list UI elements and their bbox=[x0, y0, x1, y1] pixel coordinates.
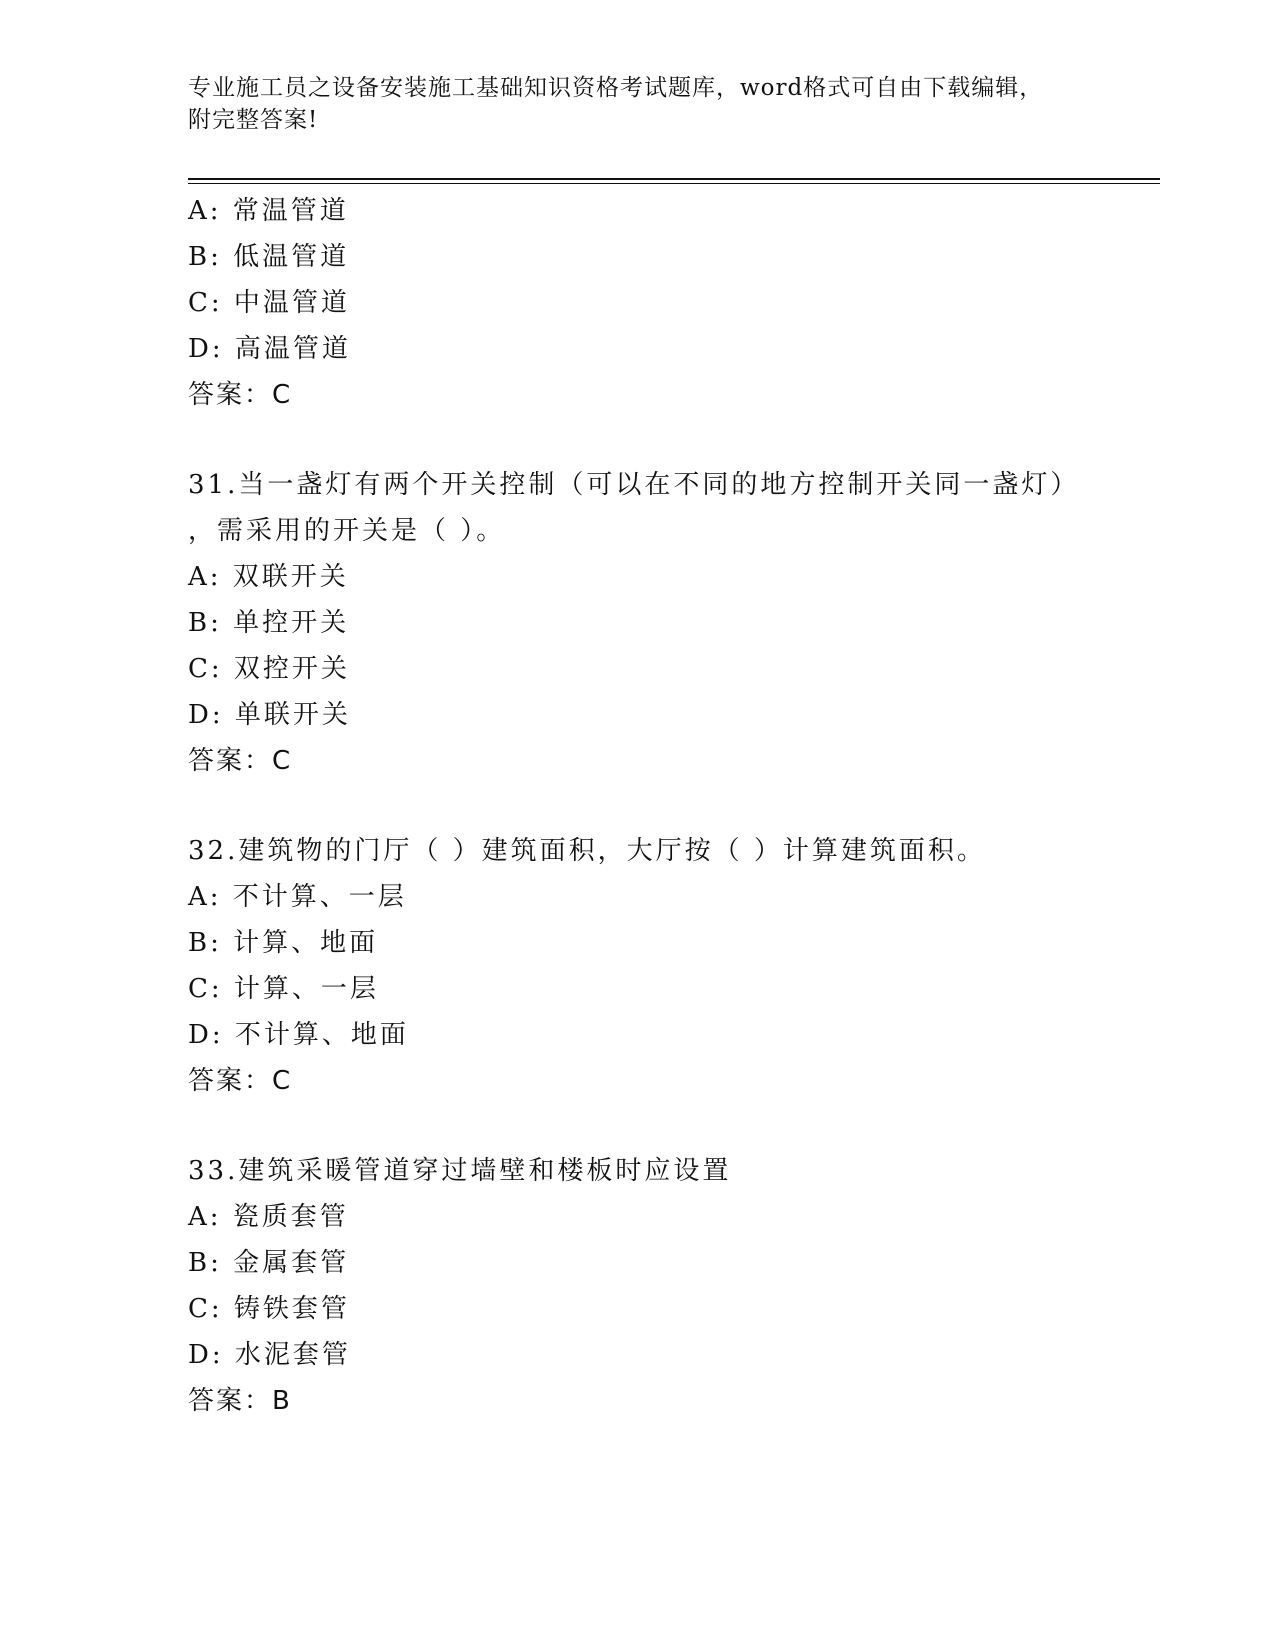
option-d: D: 高温管道 bbox=[188, 334, 351, 364]
option-a: A: 常温管道 bbox=[188, 196, 349, 226]
option-d: D: 单联开关 bbox=[188, 700, 351, 730]
option-b: B: 金属套管 bbox=[188, 1248, 350, 1278]
option-a: A: 瓷质套管 bbox=[188, 1202, 349, 1232]
option-c: C: 铸铁套管 bbox=[188, 1294, 350, 1324]
option-a: A: 不计算、一层 bbox=[188, 882, 407, 912]
option-c: C: 中温管道 bbox=[188, 288, 350, 318]
header-divider-thin bbox=[188, 183, 1160, 184]
question-spacer bbox=[188, 1104, 1148, 1148]
question-stem: 32.建筑物的门厅（ ）建筑面积，大厅按（ ）计算建筑面积。 bbox=[188, 836, 986, 866]
question-block-30 bbox=[188, 188, 1148, 418]
header-divider-thick bbox=[188, 178, 1160, 180]
question-stem: 31.当一盏灯有两个开关控制（可以在不同的地方控制开关同一盏灯） bbox=[188, 470, 1080, 500]
header-line-1: 专业施工员之设备安装施工基础知识资格考试题库，word格式可自由下载编辑， bbox=[188, 75, 1044, 101]
question-list bbox=[188, 188, 1148, 1424]
document-header bbox=[188, 72, 1088, 136]
option-b: B: 低温管道 bbox=[188, 242, 350, 272]
option-d: D: 水泥套管 bbox=[188, 1340, 351, 1370]
option-b: B: 计算、地面 bbox=[188, 928, 379, 958]
question-spacer bbox=[188, 418, 1148, 462]
question-stem-continued: ，需采用的开关是（ ）。 bbox=[188, 516, 506, 546]
answer-line: 答案：C bbox=[188, 746, 293, 776]
answer-line: 答案：C bbox=[188, 380, 293, 410]
option-b: B: 单控开关 bbox=[188, 608, 350, 638]
question-spacer bbox=[188, 784, 1148, 828]
option-d: D: 不计算、地面 bbox=[188, 1020, 409, 1050]
option-a: A: 双联开关 bbox=[188, 562, 349, 592]
answer-line: 答案：C bbox=[188, 1066, 293, 1096]
option-c: C: 计算、一层 bbox=[188, 974, 379, 1004]
option-c: C: 双控开关 bbox=[188, 654, 350, 684]
question-block-32 bbox=[188, 828, 1148, 1104]
answer-line: 答案：B bbox=[188, 1386, 292, 1416]
question-stem: 33.建筑采暖管道穿过墙壁和楼板时应设置 bbox=[188, 1156, 732, 1186]
header-line-2: 附完整答案! bbox=[188, 107, 319, 133]
question-block-33 bbox=[188, 1148, 1148, 1424]
question-block-31 bbox=[188, 462, 1148, 784]
